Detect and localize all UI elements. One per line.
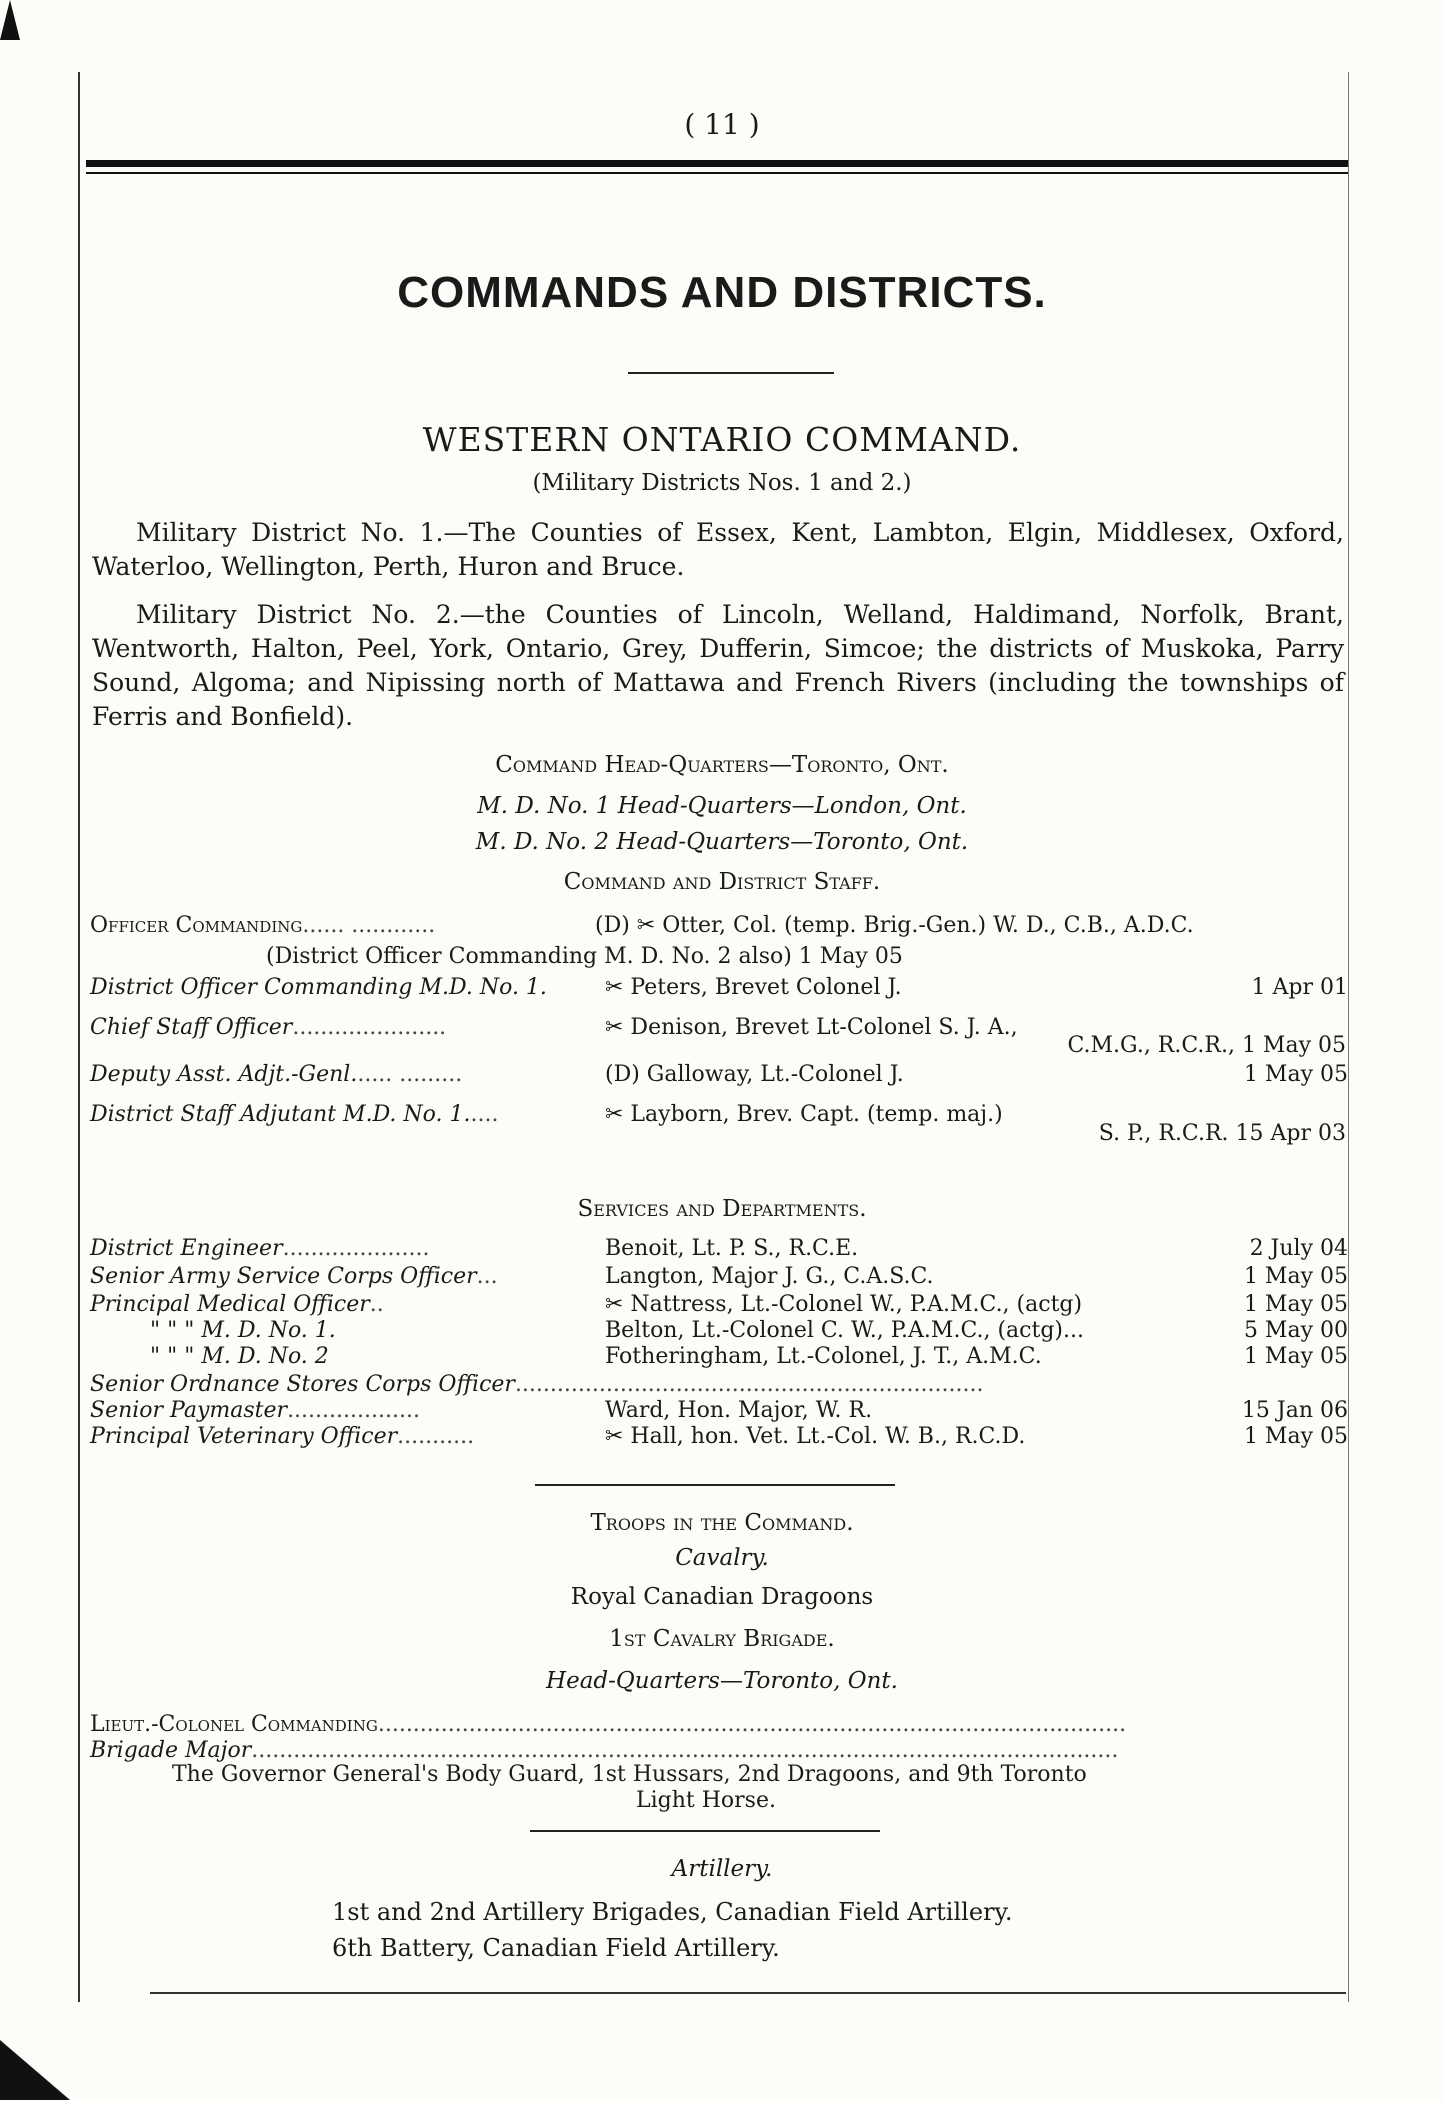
troops-heading: Troops in the Command. xyxy=(590,1510,854,1536)
corner-mark-icon xyxy=(0,2040,80,2100)
service-row: Senior Army Service Corps Officer... Langton, Major J. G., C.A.S.C. 1 May 05 xyxy=(90,1264,1348,1289)
divider xyxy=(628,372,834,374)
staff-row: Chief Staff Officer...................... ✂ Denison, Brevet Lt-Colonel S. J. A., xyxy=(90,1015,1018,1040)
staff-row-cont: (District Officer Commanding M. D. No. 2 also) 1 May 05 xyxy=(266,944,903,969)
brigade-major-row: Brigade Major............................................................................................................................ xyxy=(90,1738,1119,1763)
service-row: Senior Ordnance Stores Corps Officer................................................................... xyxy=(90,1372,984,1397)
lt-col-row: Lieut.-Colonel Commanding........................................................................................................... xyxy=(90,1712,1127,1737)
md2-hq: M. D. No. 2 Head-Quarters—Toronto, Ont. xyxy=(475,829,969,855)
service-row: District Engineer..................... Benoit, Lt. P. S., R.C.E. 2 July 04 xyxy=(90,1236,1348,1261)
top-rule-thin xyxy=(86,172,1348,174)
artillery-battery: 6th Battery, Canadian Field Artillery. xyxy=(332,1934,780,1962)
staff-heading: Command and District Staff. xyxy=(563,869,881,895)
artillery-brigades: 1st and 2nd Artillery Brigades, Canadian Field Artillery. xyxy=(332,1898,1013,1926)
staff-row: Officer Commanding...... ............ (D) ✂ Otter, Col. (temp. Brig.-Gen.) W. D., C.B., A.D.C. xyxy=(90,913,1194,938)
district-2-description: Military District No. 2.—the Counties of Lincoln, Welland, Haldimand, Norfolk, Brant, Wentworth, Halton, Peel, York, Ontario, Grey, Dufferin, Simcoe; the districts of Muskoka, Parry Sound, Algoma; and Nipissing north of Mattawa and French Rivers (including the townships of Ferris and Bonfield). xyxy=(92,600,1344,731)
command-subtitle: (Military Districts Nos. 1 and 2.) xyxy=(532,470,912,496)
service-row: Principal Veterinary Officer........... ✂ Hall, hon. Vet. Lt.-Col. W. B., R.C.D. 1 May 05 xyxy=(90,1424,1348,1449)
service-row: Senior Paymaster................... Ward, Hon. Major, W. R. 15 Jan 06 xyxy=(90,1398,1348,1423)
page-title: COMMANDS AND DISTRICTS. xyxy=(397,268,1047,317)
divider xyxy=(530,1830,880,1832)
staff-row-cont: C.M.G., R.C.R., 1 May 05 xyxy=(1067,1033,1346,1058)
bottom-rule xyxy=(150,1992,1346,1994)
md1-hq: M. D. No. 1 Head-Quarters—London, Ont. xyxy=(477,793,967,819)
command-heading: WESTERN ONTARIO COMMAND. xyxy=(422,420,1022,459)
artillery-heading: Artillery. xyxy=(671,1856,773,1882)
staff-row: District Officer Commanding M.D. No. 1. ✂ Peters, Brevet Colonel J. 1 Apr 01 xyxy=(90,975,1348,1000)
cavalry-heading: Cavalry. xyxy=(675,1545,769,1571)
troops-units: The Governor General's Body Guard, 1st Hussars, 2nd Dragoons, and 9th Toronto xyxy=(172,1762,1087,1787)
services-heading: Services and Departments. xyxy=(577,1196,867,1222)
staff-row: Deputy Asst. Adjt.-Genl...... ......... (D) Galloway, Lt.-Colonel J. 1 May 05 xyxy=(90,1062,1348,1087)
staff-row-cont: S. P., R.C.R. 15 Apr 03 xyxy=(1098,1121,1346,1146)
top-rule xyxy=(86,160,1348,167)
command-hq: Command Head-Quarters—Toronto, Ont. xyxy=(495,752,949,778)
corner-mark-icon xyxy=(0,0,40,60)
service-row: " " " M. D. No. 2 Fotheringham, Lt.-Colonel, J. T., A.M.C. 1 May 05 xyxy=(150,1344,1348,1369)
district-1-description: Military District No. 1.—The Counties of Essex, Kent, Lambton, Elgin, Middlesex, Oxford, Waterloo, Wellington, Perth, Huron and Bruce. xyxy=(92,518,1344,581)
divider xyxy=(535,1484,895,1486)
brigade-hq: Head-Quarters—Toronto, Ont. xyxy=(546,1668,898,1694)
troops-units-cont: Light Horse. xyxy=(636,1788,776,1813)
service-row: " " " M. D. No. 1. Belton, Lt.-Colonel C. W., P.A.M.C., (actg)... 5 May 00 xyxy=(150,1318,1348,1343)
regiment-name: Royal Canadian Dragoons xyxy=(570,1584,874,1610)
service-row: Principal Medical Officer.. ✂ Nattress, Lt.-Colonel W., P.A.M.C., (actg) 1 May 05 xyxy=(90,1292,1348,1317)
staff-row: District Staff Adjutant M.D. No. 1..... ✂ Layborn, Brev. Capt. (temp. maj.) xyxy=(90,1102,1003,1127)
page-number: ( 11 ) xyxy=(684,108,760,141)
brigade-name: 1st Cavalry Brigade. xyxy=(609,1626,835,1652)
